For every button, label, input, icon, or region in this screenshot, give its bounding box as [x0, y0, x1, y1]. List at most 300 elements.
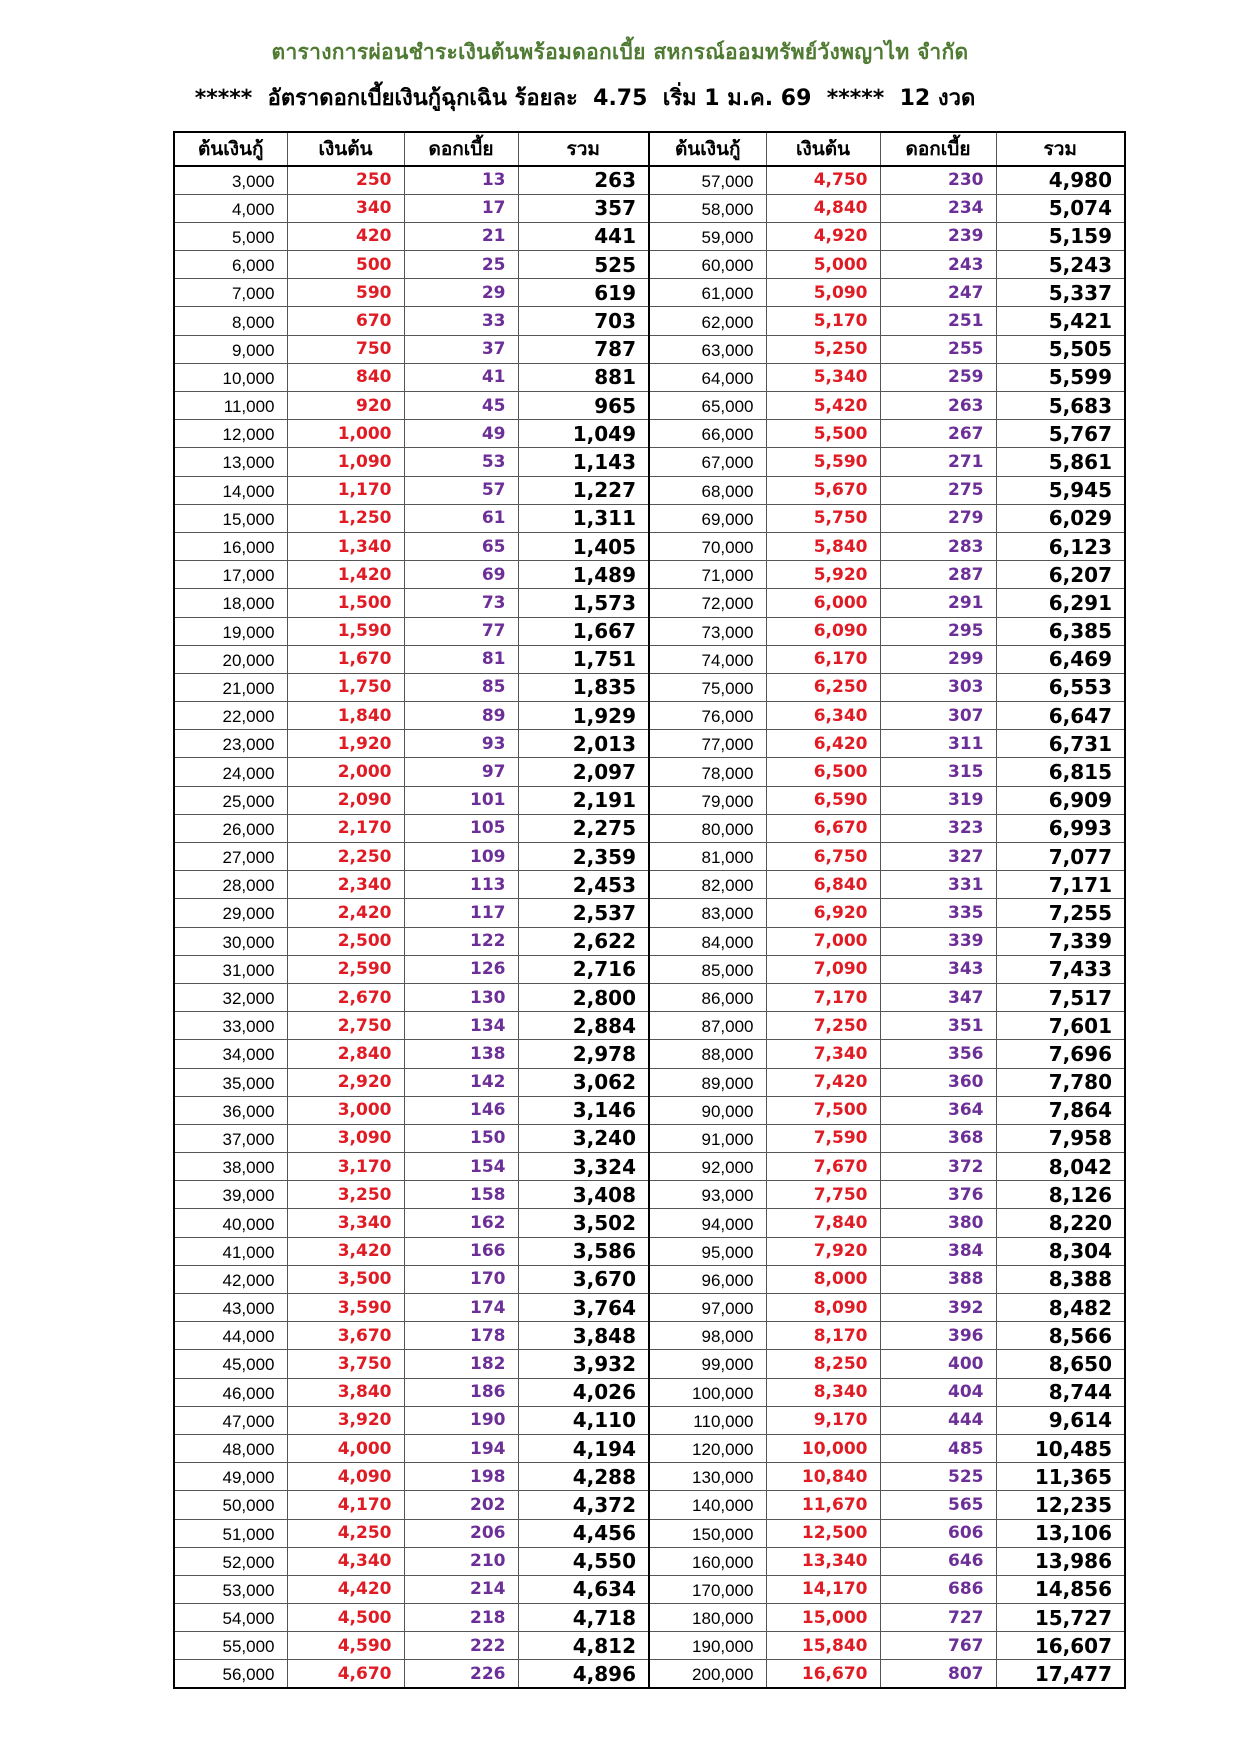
header-row: [174, 132, 1125, 166]
interest-cell: 178: [404, 1322, 518, 1350]
interest-cell: 41: [404, 363, 518, 391]
total-cell: 11,365: [996, 1463, 1125, 1491]
total-cell: 525: [518, 251, 649, 279]
interest-cell: 327: [880, 843, 996, 871]
total-cell: 4,980: [996, 166, 1125, 194]
interest-cell: 77: [404, 617, 518, 645]
table-row: [174, 166, 1125, 194]
interest-cell: 275: [880, 476, 996, 504]
principal-cell: 1,340: [287, 532, 404, 560]
principal-cell: 840: [287, 363, 404, 391]
principal-cell: 5,170: [766, 307, 880, 335]
total-cell: 7,171: [996, 871, 1125, 899]
loan-amount-cell: 18,000: [174, 589, 287, 617]
loan-amount-cell: 67,000: [649, 448, 766, 476]
loan-amount-cell: 110,000: [649, 1406, 766, 1434]
total-cell: 13,986: [996, 1547, 1125, 1575]
interest-cell: 351: [880, 1012, 996, 1040]
total-cell: 1,311: [518, 504, 649, 532]
table-row: [174, 1406, 1125, 1434]
principal-cell: 7,920: [766, 1237, 880, 1265]
interest-cell: 263: [880, 392, 996, 420]
principal-cell: 4,750: [766, 166, 880, 194]
loan-amount-cell: 73,000: [649, 617, 766, 645]
total-cell: 2,800: [518, 983, 649, 1011]
table-row: [174, 1378, 1125, 1406]
interest-cell: 138: [404, 1040, 518, 1068]
interest-cell: 388: [880, 1265, 996, 1293]
loan-amount-cell: 55,000: [174, 1632, 287, 1660]
total-cell: 357: [518, 194, 649, 222]
interest-cell: 190: [404, 1406, 518, 1434]
principal-cell: 6,500: [766, 758, 880, 786]
interest-cell: 73: [404, 589, 518, 617]
principal-cell: 11,670: [766, 1491, 880, 1519]
loan-amount-cell: 160,000: [649, 1547, 766, 1575]
interest-cell: 57: [404, 476, 518, 504]
principal-cell: 5,500: [766, 420, 880, 448]
principal-cell: 4,340: [287, 1547, 404, 1575]
loan-amount-cell: 96,000: [649, 1265, 766, 1293]
principal-cell: 5,920: [766, 561, 880, 589]
interest-cell: 303: [880, 673, 996, 701]
table-row: [174, 1434, 1125, 1462]
interest-cell: 174: [404, 1294, 518, 1322]
loan-amount-cell: 24,000: [174, 758, 287, 786]
total-cell: 7,601: [996, 1012, 1125, 1040]
total-cell: 3,670: [518, 1265, 649, 1293]
principal-cell: 2,920: [287, 1068, 404, 1096]
principal-cell: 5,840: [766, 532, 880, 560]
total-cell: 7,339: [996, 927, 1125, 955]
loan-amount-cell: 80,000: [649, 814, 766, 842]
total-cell: 3,408: [518, 1181, 649, 1209]
total-cell: 5,767: [996, 420, 1125, 448]
interest-cell: 372: [880, 1153, 996, 1181]
loan-amount-cell: 97,000: [649, 1294, 766, 1322]
interest-cell: 525: [880, 1463, 996, 1491]
interest-cell: 295: [880, 617, 996, 645]
total-cell: 6,909: [996, 786, 1125, 814]
total-cell: 6,993: [996, 814, 1125, 842]
table-row: [174, 589, 1125, 617]
header-loan-amount: ต้นเงินกู้: [649, 132, 766, 166]
total-cell: 619: [518, 279, 649, 307]
interest-cell: 69: [404, 561, 518, 589]
interest-cell: 182: [404, 1350, 518, 1378]
principal-cell: 14,170: [766, 1575, 880, 1603]
principal-cell: 1,920: [287, 730, 404, 758]
principal-cell: 13,340: [766, 1547, 880, 1575]
total-cell: 8,126: [996, 1181, 1125, 1209]
loan-amount-cell: 53,000: [174, 1575, 287, 1603]
total-cell: 3,848: [518, 1322, 649, 1350]
principal-cell: 3,340: [287, 1209, 404, 1237]
interest-cell: 727: [880, 1604, 996, 1632]
interest-cell: 210: [404, 1547, 518, 1575]
total-cell: 2,716: [518, 955, 649, 983]
principal-cell: 4,500: [287, 1604, 404, 1632]
loan-amount-cell: 36,000: [174, 1096, 287, 1124]
total-cell: 2,537: [518, 899, 649, 927]
principal-cell: 1,250: [287, 504, 404, 532]
principal-cell: 1,500: [287, 589, 404, 617]
loan-amount-cell: 45,000: [174, 1350, 287, 1378]
interest-cell: 202: [404, 1491, 518, 1519]
total-cell: 5,599: [996, 363, 1125, 391]
table-row: [174, 1209, 1125, 1237]
principal-cell: 5,000: [766, 251, 880, 279]
interest-cell: 146: [404, 1096, 518, 1124]
total-cell: 4,718: [518, 1604, 649, 1632]
principal-cell: 1,090: [287, 448, 404, 476]
interest-cell: 485: [880, 1434, 996, 1462]
principal-cell: 8,090: [766, 1294, 880, 1322]
total-cell: 3,764: [518, 1294, 649, 1322]
loan-amount-cell: 21,000: [174, 673, 287, 701]
table-row: [174, 251, 1125, 279]
loan-amount-cell: 83,000: [649, 899, 766, 927]
interest-cell: 565: [880, 1491, 996, 1519]
loan-amount-cell: 28,000: [174, 871, 287, 899]
total-cell: 17,477: [996, 1660, 1125, 1688]
loan-amount-cell: 34,000: [174, 1040, 287, 1068]
table-row: [174, 927, 1125, 955]
total-cell: 5,945: [996, 476, 1125, 504]
table-row: [174, 1519, 1125, 1547]
principal-cell: 12,500: [766, 1519, 880, 1547]
interest-cell: 93: [404, 730, 518, 758]
table-row: [174, 899, 1125, 927]
interest-cell: 646: [880, 1547, 996, 1575]
loan-amount-cell: 35,000: [174, 1068, 287, 1096]
table-row: [174, 1153, 1125, 1181]
total-cell: 1,835: [518, 673, 649, 701]
loan-schedule-table: [173, 131, 1126, 1689]
loan-amount-cell: 47,000: [174, 1406, 287, 1434]
interest-cell: 13: [404, 166, 518, 194]
principal-cell: 5,340: [766, 363, 880, 391]
loan-amount-cell: 81,000: [649, 843, 766, 871]
total-cell: 3,324: [518, 1153, 649, 1181]
interest-cell: 287: [880, 561, 996, 589]
principal-cell: 7,090: [766, 955, 880, 983]
interest-cell: 226: [404, 1660, 518, 1688]
loan-amount-cell: 89,000: [649, 1068, 766, 1096]
total-cell: 4,288: [518, 1463, 649, 1491]
principal-cell: 3,920: [287, 1406, 404, 1434]
table-row: [174, 1068, 1125, 1096]
total-cell: 2,453: [518, 871, 649, 899]
principal-cell: 5,250: [766, 335, 880, 363]
principal-cell: 2,250: [287, 843, 404, 871]
loan-amount-cell: 58,000: [649, 194, 766, 222]
total-cell: 787: [518, 335, 649, 363]
loan-amount-cell: 61,000: [649, 279, 766, 307]
loan-amount-cell: 93,000: [649, 1181, 766, 1209]
total-cell: 16,607: [996, 1632, 1125, 1660]
principal-cell: 2,500: [287, 927, 404, 955]
loan-amount-cell: 90,000: [649, 1096, 766, 1124]
total-cell: 1,227: [518, 476, 649, 504]
principal-cell: 5,590: [766, 448, 880, 476]
interest-cell: 331: [880, 871, 996, 899]
loan-amount-cell: 64,000: [649, 363, 766, 391]
table-row: [174, 363, 1125, 391]
interest-cell: 154: [404, 1153, 518, 1181]
interest-cell: 384: [880, 1237, 996, 1265]
loan-amount-cell: 95,000: [649, 1237, 766, 1265]
loan-amount-cell: 85,000: [649, 955, 766, 983]
table-row: [174, 702, 1125, 730]
loan-amount-cell: 9,000: [174, 335, 287, 363]
total-cell: 1,143: [518, 448, 649, 476]
principal-cell: 7,000: [766, 927, 880, 955]
loan-amount-cell: 3,000: [174, 166, 287, 194]
principal-cell: 7,750: [766, 1181, 880, 1209]
loan-amount-cell: 94,000: [649, 1209, 766, 1237]
principal-cell: 7,670: [766, 1153, 880, 1181]
principal-cell: 1,000: [287, 420, 404, 448]
principal-cell: 2,840: [287, 1040, 404, 1068]
interest-cell: 444: [880, 1406, 996, 1434]
total-cell: 7,864: [996, 1096, 1125, 1124]
total-cell: 2,097: [518, 758, 649, 786]
interest-cell: 279: [880, 504, 996, 532]
loan-amount-cell: 41,000: [174, 1237, 287, 1265]
principal-cell: 750: [287, 335, 404, 363]
total-cell: 7,077: [996, 843, 1125, 871]
interest-cell: 230: [880, 166, 996, 194]
loan-amount-cell: 78,000: [649, 758, 766, 786]
principal-cell: 7,500: [766, 1096, 880, 1124]
total-cell: 6,469: [996, 645, 1125, 673]
table-row: [174, 617, 1125, 645]
loan-amount-cell: 13,000: [174, 448, 287, 476]
table-row: [174, 645, 1125, 673]
interest-cell: 239: [880, 222, 996, 250]
principal-cell: 6,000: [766, 589, 880, 617]
principal-cell: 2,000: [287, 758, 404, 786]
total-cell: 8,304: [996, 1237, 1125, 1265]
total-cell: 8,744: [996, 1378, 1125, 1406]
table-row: [174, 1124, 1125, 1152]
interest-cell: 150: [404, 1124, 518, 1152]
table-row: [174, 1294, 1125, 1322]
loan-amount-cell: 60,000: [649, 251, 766, 279]
loan-amount-cell: 71,000: [649, 561, 766, 589]
total-cell: 263: [518, 166, 649, 194]
table-row: [174, 1096, 1125, 1124]
interest-cell: 142: [404, 1068, 518, 1096]
total-cell: 441: [518, 222, 649, 250]
total-cell: 13,106: [996, 1519, 1125, 1547]
principal-cell: 3,170: [287, 1153, 404, 1181]
table-row: [174, 786, 1125, 814]
total-cell: 8,482: [996, 1294, 1125, 1322]
total-cell: 2,359: [518, 843, 649, 871]
interest-cell: 170: [404, 1265, 518, 1293]
interest-cell: 291: [880, 589, 996, 617]
principal-cell: 1,670: [287, 645, 404, 673]
loan-amount-cell: 38,000: [174, 1153, 287, 1181]
table-row: [174, 476, 1125, 504]
loan-amount-cell: 43,000: [174, 1294, 287, 1322]
loan-amount-cell: 17,000: [174, 561, 287, 589]
principal-cell: 4,250: [287, 1519, 404, 1547]
interest-cell: 364: [880, 1096, 996, 1124]
loan-amount-cell: 7,000: [174, 279, 287, 307]
loan-amount-cell: 79,000: [649, 786, 766, 814]
table-row: [174, 673, 1125, 701]
loan-amount-cell: 44,000: [174, 1322, 287, 1350]
table-row: [174, 194, 1125, 222]
principal-cell: 3,670: [287, 1322, 404, 1350]
interest-cell: 368: [880, 1124, 996, 1152]
interest-cell: 29: [404, 279, 518, 307]
interest-cell: 49: [404, 420, 518, 448]
table-row: [174, 279, 1125, 307]
interest-cell: 323: [880, 814, 996, 842]
header-interest: ดอกเบี้ย: [404, 132, 518, 166]
loan-amount-cell: 75,000: [649, 673, 766, 701]
interest-cell: 243: [880, 251, 996, 279]
total-cell: 4,896: [518, 1660, 649, 1688]
loan-amount-cell: 190,000: [649, 1632, 766, 1660]
principal-cell: 7,250: [766, 1012, 880, 1040]
interest-cell: 53: [404, 448, 518, 476]
loan-amount-cell: 22,000: [174, 702, 287, 730]
principal-cell: 590: [287, 279, 404, 307]
interest-cell: 319: [880, 786, 996, 814]
interest-cell: 61: [404, 504, 518, 532]
principal-cell: 6,590: [766, 786, 880, 814]
total-cell: 3,146: [518, 1096, 649, 1124]
loan-amount-cell: 8,000: [174, 307, 287, 335]
loan-amount-cell: 23,000: [174, 730, 287, 758]
loan-amount-cell: 82,000: [649, 871, 766, 899]
total-cell: 1,667: [518, 617, 649, 645]
interest-cell: 299: [880, 645, 996, 673]
principal-cell: 2,170: [287, 814, 404, 842]
interest-cell: 360: [880, 1068, 996, 1096]
principal-cell: 15,000: [766, 1604, 880, 1632]
table-row: [174, 307, 1125, 335]
loan-amount-cell: 57,000: [649, 166, 766, 194]
total-cell: 8,388: [996, 1265, 1125, 1293]
principal-cell: 670: [287, 307, 404, 335]
interest-cell: 234: [880, 194, 996, 222]
loan-amount-cell: 37,000: [174, 1124, 287, 1152]
total-cell: 3,062: [518, 1068, 649, 1096]
loan-amount-cell: 84,000: [649, 927, 766, 955]
table-row: [174, 1547, 1125, 1575]
total-cell: 7,696: [996, 1040, 1125, 1068]
total-cell: 6,207: [996, 561, 1125, 589]
table-row: [174, 1632, 1125, 1660]
loan-amount-cell: 170,000: [649, 1575, 766, 1603]
total-cell: 7,517: [996, 983, 1125, 1011]
loan-amount-cell: 100,000: [649, 1378, 766, 1406]
total-cell: 4,634: [518, 1575, 649, 1603]
interest-cell: 400: [880, 1350, 996, 1378]
principal-cell: 1,420: [287, 561, 404, 589]
principal-cell: 6,090: [766, 617, 880, 645]
header-principal: เงินต้น: [766, 132, 880, 166]
loan-amount-cell: 54,000: [174, 1604, 287, 1632]
total-cell: 2,884: [518, 1012, 649, 1040]
principal-cell: 6,340: [766, 702, 880, 730]
interest-cell: 339: [880, 927, 996, 955]
loan-amount-cell: 20,000: [174, 645, 287, 673]
interest-cell: 126: [404, 955, 518, 983]
interest-cell: 117: [404, 899, 518, 927]
interest-cell: 267: [880, 420, 996, 448]
interest-cell: 396: [880, 1322, 996, 1350]
total-cell: 4,110: [518, 1406, 649, 1434]
page-subtitle: ***** อัตราดอกเบี้ยเงินกู้ฉุกเฉิน ร้อยละ 4.75 เริ่ม 1 ม.ค. 69 ***** 12 งวด: [194, 86, 976, 111]
table-row: [174, 983, 1125, 1011]
interest-cell: 686: [880, 1575, 996, 1603]
loan-amount-cell: 86,000: [649, 983, 766, 1011]
total-cell: 2,013: [518, 730, 649, 758]
loan-amount-cell: 11,000: [174, 392, 287, 420]
principal-cell: 4,920: [766, 222, 880, 250]
interest-cell: 65: [404, 532, 518, 560]
total-cell: 4,550: [518, 1547, 649, 1575]
principal-cell: 500: [287, 251, 404, 279]
interest-cell: 37: [404, 335, 518, 363]
loan-amount-cell: 25,000: [174, 786, 287, 814]
interest-cell: 251: [880, 307, 996, 335]
interest-cell: 162: [404, 1209, 518, 1237]
total-cell: 7,780: [996, 1068, 1125, 1096]
principal-cell: 7,340: [766, 1040, 880, 1068]
loan-amount-cell: 12,000: [174, 420, 287, 448]
principal-cell: 4,090: [287, 1463, 404, 1491]
total-cell: 7,433: [996, 955, 1125, 983]
interest-cell: 130: [404, 983, 518, 1011]
principal-cell: 4,420: [287, 1575, 404, 1603]
total-cell: 6,291: [996, 589, 1125, 617]
total-cell: 1,405: [518, 532, 649, 560]
principal-cell: 4,840: [766, 194, 880, 222]
loan-amount-cell: 70,000: [649, 532, 766, 560]
loan-amount-cell: 66,000: [649, 420, 766, 448]
loan-amount-cell: 74,000: [649, 645, 766, 673]
loan-amount-cell: 140,000: [649, 1491, 766, 1519]
loan-amount-cell: 99,000: [649, 1350, 766, 1378]
interest-cell: 81: [404, 645, 518, 673]
interest-cell: 343: [880, 955, 996, 983]
principal-cell: 7,840: [766, 1209, 880, 1237]
total-cell: 1,929: [518, 702, 649, 730]
table-row: [174, 1463, 1125, 1491]
table-row: [174, 1660, 1125, 1688]
loan-amount-cell: 39,000: [174, 1181, 287, 1209]
loan-amount-cell: 15,000: [174, 504, 287, 532]
loan-amount-cell: 92,000: [649, 1153, 766, 1181]
principal-cell: 2,750: [287, 1012, 404, 1040]
total-cell: 1,573: [518, 589, 649, 617]
interest-cell: 315: [880, 758, 996, 786]
header-principal: เงินต้น: [287, 132, 404, 166]
principal-cell: 7,420: [766, 1068, 880, 1096]
total-cell: 8,650: [996, 1350, 1125, 1378]
loan-amount-cell: 27,000: [174, 843, 287, 871]
loan-amount-cell: 4,000: [174, 194, 287, 222]
total-cell: 5,683: [996, 392, 1125, 420]
